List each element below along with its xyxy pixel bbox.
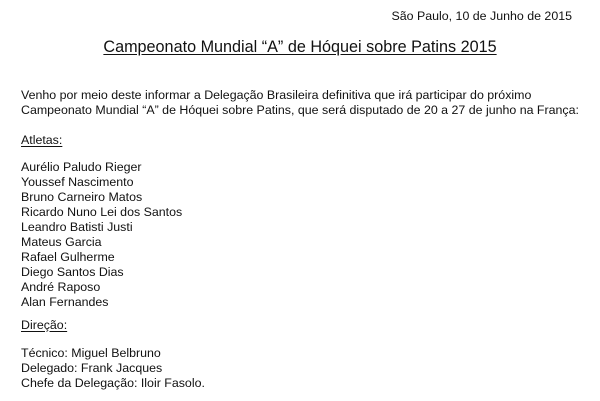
- intro-line: Campeonato Mundial “A” de Hóquei sobre Patins, que será disputado de 20 a 27 de junho na França:: [21, 103, 579, 117]
- staff-member: Delegado: Frank Jacques: [21, 361, 163, 375]
- athlete-name: Ricardo Nuno Lei dos Santos: [21, 205, 183, 219]
- staff-member: Técnico: Miguel Belbruno: [21, 346, 161, 360]
- athletes-list: [21, 160, 182, 310]
- athlete-name: Alan Fernandes: [21, 295, 109, 309]
- staff-member: Chefe da Delegação: Iloir Fasolo.: [21, 376, 205, 390]
- athlete-name: Leandro Batisti Justi: [21, 220, 133, 234]
- staff-list: [21, 346, 205, 391]
- athlete-name: Aurélio Paludo Rieger: [21, 160, 142, 174]
- document-title: Campeonato Mundial “A” de Hóquei sobre Patins 2015: [103, 38, 497, 56]
- athlete-name: Diego Santos Dias: [21, 265, 124, 279]
- intro-paragraph: [21, 88, 591, 118]
- athlete-name: Bruno Carneiro Matos: [21, 190, 143, 204]
- athlete-name: André Raposo: [21, 280, 101, 294]
- direction-heading: Direção:: [21, 318, 68, 332]
- athlete-name: Youssef Nascimento: [21, 175, 134, 189]
- intro-line: Venho por meio deste informar a Delegação Brasileira definitiva que irá participar do próximo: [21, 88, 532, 102]
- date-line: São Paulo, 10 de Junho de 2015: [391, 9, 572, 23]
- athlete-name: Rafael Gulherme: [21, 250, 115, 264]
- athletes-heading: Atletas:: [21, 133, 63, 147]
- athlete-name: Mateus Garcia: [21, 235, 102, 249]
